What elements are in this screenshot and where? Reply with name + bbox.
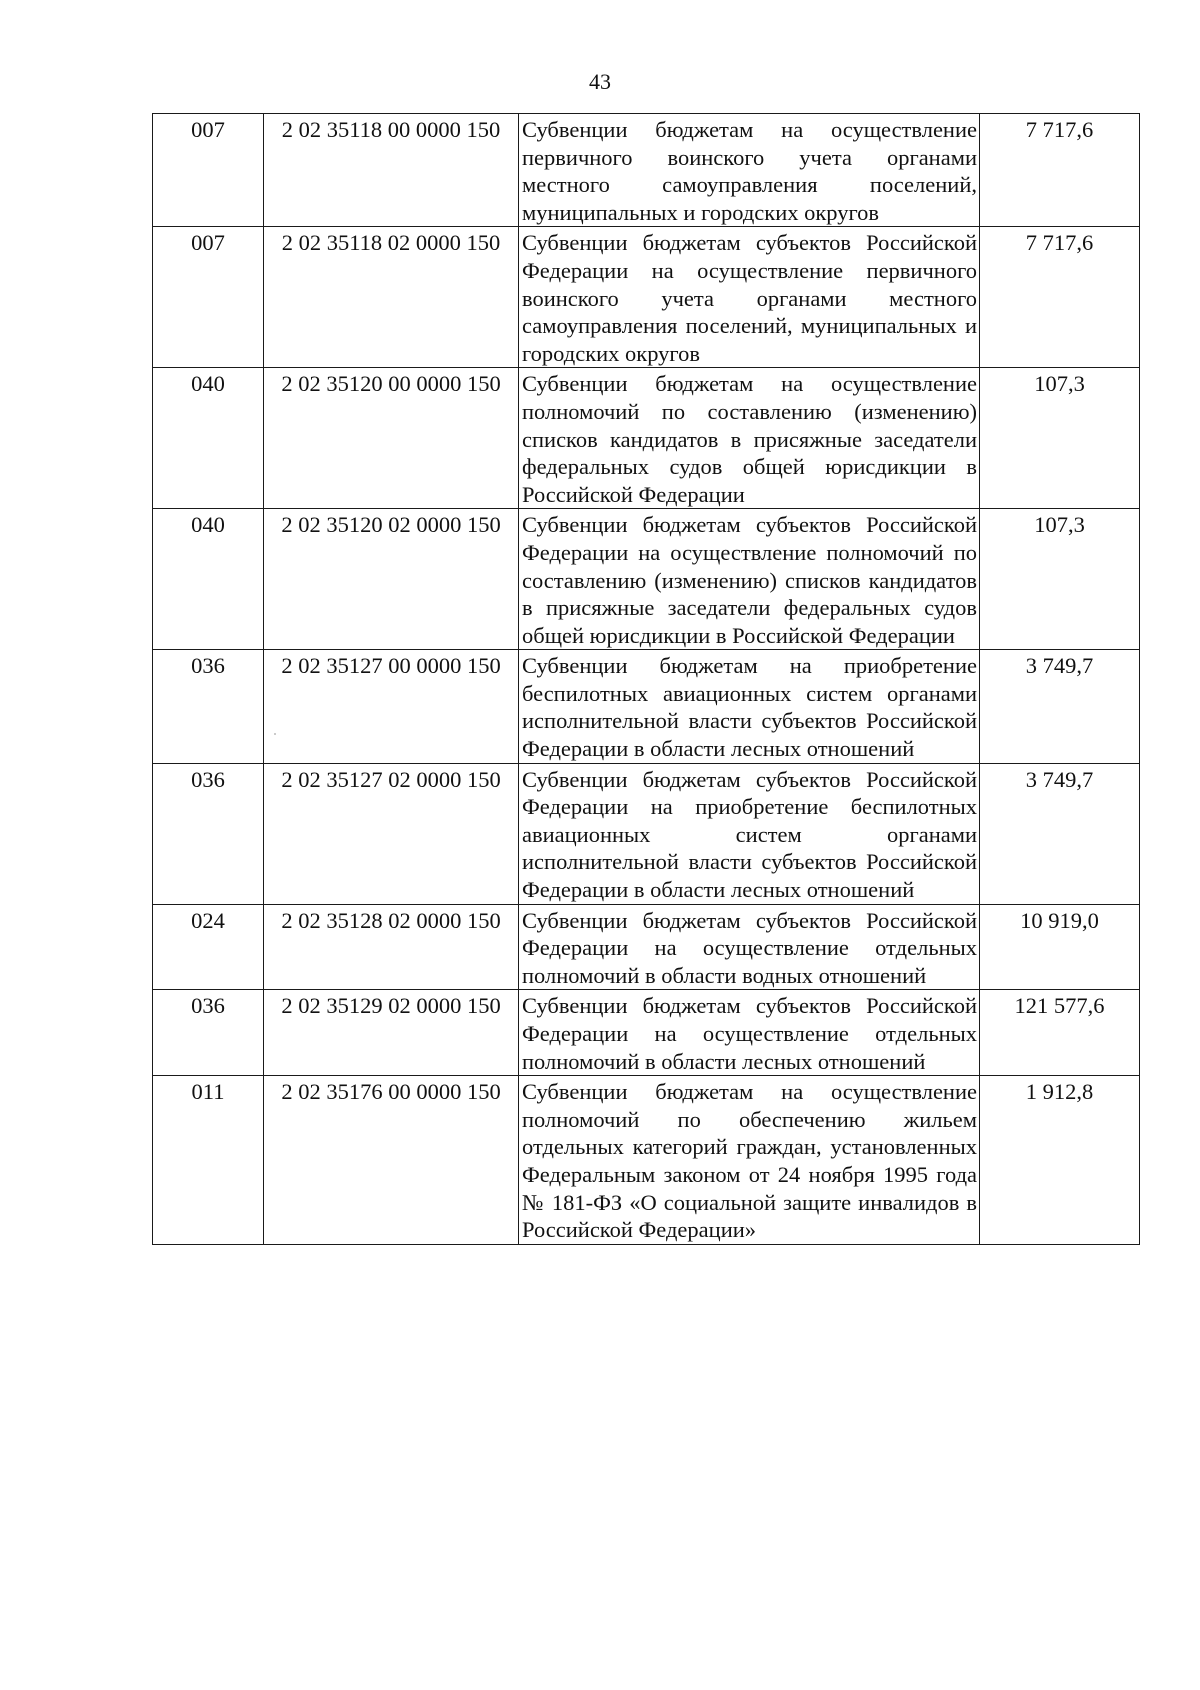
admin-code-cell: 036 <box>153 763 264 904</box>
revenue-name-cell: Субвенции бюджетам на осуществление первичного воинского учета органами местного самоуправления поселений, муниципальных и городских округов <box>519 114 980 227</box>
revenue-name-cell: Субвенции бюджетам субъектов Российской Федерации на осуществление полномочий по составлению (изменению) списков кандидатов в присяжные заседатели федеральных судов общей юрисдикции в Российской Федерации <box>519 509 980 650</box>
admin-code-cell: 036 <box>153 650 264 763</box>
admin-code-cell: 011 <box>153 1076 264 1245</box>
revenue-code-cell: 2 02 35129 02 0000 150 <box>264 990 519 1076</box>
admin-code-cell: 040 <box>153 509 264 650</box>
revenue-name-cell: Субвенции бюджетам на осуществление полномочий по составлению (изменению) списков кандидатов в присяжные заседатели федеральных судов общей юрисдикции в Российской Федерации <box>519 368 980 509</box>
amount-cell: 7 717,6 <box>980 227 1140 368</box>
table-row <box>153 114 1140 227</box>
table-row <box>153 1076 1140 1245</box>
budget-table <box>152 113 1140 1245</box>
table-row <box>153 990 1140 1076</box>
revenue-name-cell: Субвенции бюджетам на приобретение беспилотных авиационных систем органами исполнительной власти субъектов Российской Федерации в области лесных отношений <box>519 650 980 763</box>
admin-code-cell: 040 <box>153 368 264 509</box>
revenue-name-cell: Субвенции бюджетам субъектов Российской Федерации на осуществление отдельных полномочий в области лесных отношений <box>519 990 980 1076</box>
table-row <box>153 763 1140 904</box>
revenue-code-cell: 2 02 35176 00 0000 150 <box>264 1076 519 1245</box>
revenue-code-cell: 2 02 35127 00 0000 150 <box>264 650 519 763</box>
amount-cell: 107,3 <box>980 509 1140 650</box>
admin-code-cell: 007 <box>153 114 264 227</box>
revenue-code-cell: 2 02 35128 02 0000 150 <box>264 904 519 990</box>
revenue-code-cell: 2 02 35120 00 0000 150 <box>264 368 519 509</box>
admin-code-cell: 007 <box>153 227 264 368</box>
page-number: 43 <box>589 69 611 94</box>
amount-cell: 1 912,8 <box>980 1076 1140 1245</box>
table-row <box>153 509 1140 650</box>
revenue-code-cell: 2 02 35118 02 0000 150 <box>264 227 519 368</box>
revenue-code-cell: 2 02 35120 02 0000 150 <box>264 509 519 650</box>
revenue-name-cell: Субвенции бюджетам субъектов Российской Федерации на осуществление первичного воинского учета органами местного самоуправления поселений, муниципальных и городских округов <box>519 227 980 368</box>
revenue-code-cell: 2 02 35118 00 0000 150 <box>264 114 519 227</box>
amount-cell: 3 749,7 <box>980 650 1140 763</box>
admin-code-cell: 024 <box>153 904 264 990</box>
table-row <box>153 904 1140 990</box>
revenue-name-cell: Субвенции бюджетам субъектов Российской Федерации на приобретение беспилотных авиационных систем органами исполнительной власти субъектов Российской Федерации в области лесных отношений <box>519 763 980 904</box>
amount-cell: 10 919,0 <box>980 904 1140 990</box>
table-row <box>153 650 1140 763</box>
scan-speck <box>274 733 276 735</box>
revenue-code-cell: 2 02 35127 02 0000 150 <box>264 763 519 904</box>
amount-cell: 3 749,7 <box>980 763 1140 904</box>
table-row <box>153 227 1140 368</box>
amount-cell: 121 577,6 <box>980 990 1140 1076</box>
table-row <box>153 368 1140 509</box>
amount-cell: 107,3 <box>980 368 1140 509</box>
admin-code-cell: 036 <box>153 990 264 1076</box>
revenue-name-cell: Субвенции бюджетам на осуществление полномочий по обеспечению жильем отдельных категорий граждан, установленных Федеральным законом от 24 ноября 1995 года № 181-ФЗ «О социальной защите инвалидов в Российской Федерации» <box>519 1076 980 1245</box>
amount-cell: 7 717,6 <box>980 114 1140 227</box>
revenue-name-cell: Субвенции бюджетам субъектов Российской Федерации на осуществление отдельных полномочий в области водных отношений <box>519 904 980 990</box>
